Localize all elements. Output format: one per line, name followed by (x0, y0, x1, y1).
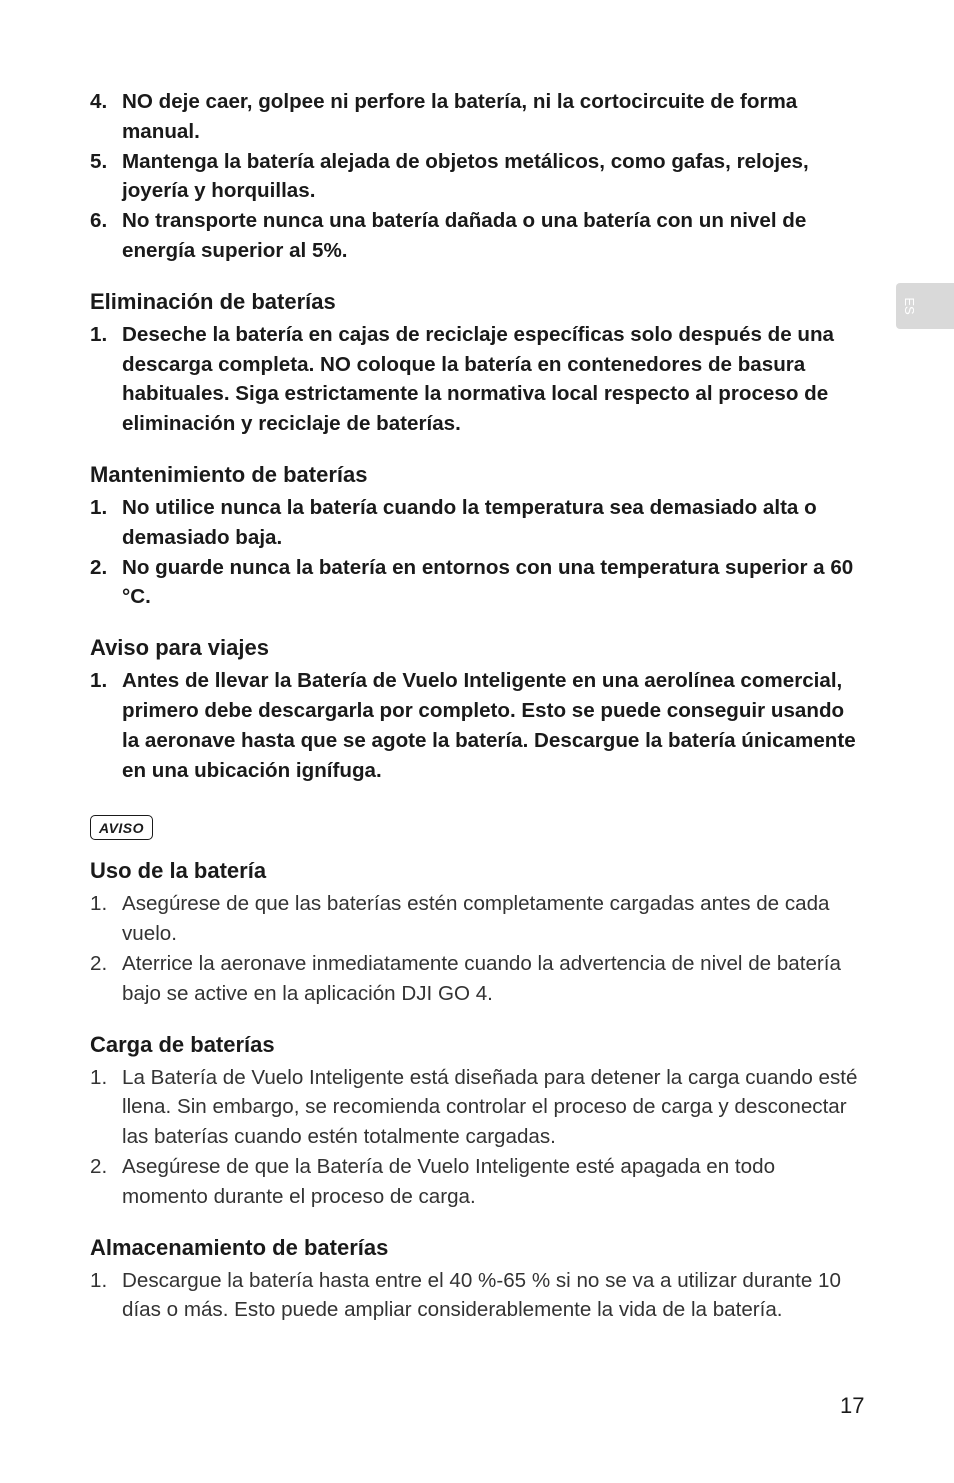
list-item (90, 553, 865, 613)
item-text: Asegúrese de que la Batería de Vuelo Inteligente esté apagada en todo momento durante el proceso de carga. (122, 1154, 776, 1208)
list-item (90, 493, 865, 553)
notice-badge: AVISO (90, 815, 153, 840)
section-heading: Almacenamiento de baterías (90, 1234, 389, 1260)
item-text: Mantenga la batería alejada de objetos metálicos, como gafas, relojes, joyería y horquillas. (122, 149, 809, 203)
list-item (90, 1152, 865, 1212)
section-maintenance (90, 460, 865, 612)
item-text: Deseche la batería en cajas de reciclaje específicas solo después de una descarga completa. NO coloque la batería en contenedores de basura habituales. Siga estrictamente la normativa local respecto al proceso de eliminación y reciclaje de baterías. (122, 322, 834, 436)
list-item (90, 1063, 865, 1152)
section-battery-use (90, 856, 865, 1008)
item-number: 1. (90, 1065, 108, 1089)
item-text: NO deje caer, golpee ni perfore la batería, ni la cortocircuite de forma manual. (122, 90, 798, 143)
section-storage (90, 1233, 865, 1326)
section-heading: Mantenimiento de baterías (90, 461, 368, 487)
item-number: 4. (90, 90, 108, 113)
section-list (90, 1266, 865, 1326)
section-list (90, 666, 865, 785)
item-text: Descargue la batería hasta entre el 40 %-65 % si no se va a utilizar durante 10 días o más. Esto puede ampliar considerablemente la vida de la batería. (122, 1268, 841, 1322)
page-number: 17 (840, 1393, 865, 1418)
item-number: 1. (90, 669, 108, 693)
section-heading: Aviso para viajes (90, 635, 269, 661)
section-list (90, 320, 865, 439)
list-item (90, 889, 865, 949)
item-text: No utilice nunca la batería cuando la temperatura sea demasiado alta o demasiado baja. (122, 495, 817, 549)
item-number: 1. (90, 322, 108, 346)
section-travel (90, 633, 865, 785)
section-charging (90, 1030, 865, 1212)
item-number: 5. (90, 149, 108, 173)
item-text: La Batería de Vuelo Inteligente está diseñada para detener la carga cuando esté llena. Sin embargo, se recomienda controlar el proceso de carga y desconectar las baterías cuando estén totalmente cargadas. (122, 1065, 858, 1149)
list-item (90, 1266, 865, 1326)
section-list (90, 493, 865, 612)
section-disposal (90, 287, 865, 439)
list-item (90, 206, 865, 266)
item-text: Antes de llevar la Batería de Vuelo Inteligente en una aerolínea comercial, primero debe descargarla por completo. Esto se puede conseguir usando la aeronave hasta que se agote la batería. Descargue la batería únicamente en una ubicación ignífuga. (122, 669, 856, 782)
section-heading: Eliminación de baterías (90, 288, 336, 314)
list-item (90, 949, 865, 1009)
language-tab-label: ES (902, 297, 918, 315)
item-number: 1. (90, 495, 108, 519)
language-tab (896, 283, 954, 329)
section-heading: Uso de la batería (90, 858, 267, 884)
item-text: No transporte nunca una batería dañada o una batería con un nivel de energía superior al 5%. (122, 209, 807, 262)
item-text: Aterrice la aeronave inmediatamente cuando la advertencia de nivel de batería bajo se active en la aplicación DJI GO 4. (122, 951, 841, 1005)
item-text: Asegúrese de que las baterías estén completamente cargadas antes de cada vuelo. (122, 892, 830, 946)
item-number: 1. (90, 1268, 108, 1292)
section-list (90, 1063, 865, 1212)
item-text: No guarde nunca la batería en entornos con una temperatura superior a 60 °C. (122, 555, 854, 609)
warnings-continued-list (90, 87, 865, 266)
list-item (90, 147, 865, 207)
section-heading: Carga de baterías (90, 1031, 275, 1057)
item-number: 1. (90, 892, 108, 916)
item-number: 6. (90, 209, 108, 233)
item-number: 2. (90, 555, 108, 579)
item-number: 2. (90, 1154, 108, 1178)
section-list (90, 889, 865, 1008)
page-content (90, 87, 865, 1325)
list-item (90, 320, 865, 439)
list-item (90, 666, 865, 785)
list-item (90, 87, 865, 147)
item-number: 2. (90, 951, 108, 975)
